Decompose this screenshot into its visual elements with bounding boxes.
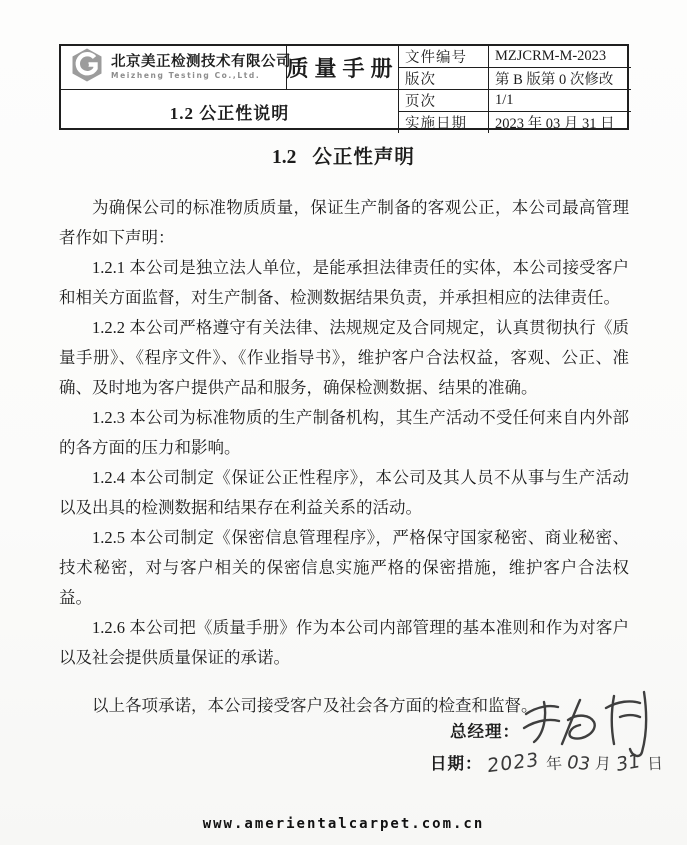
footer-url: www.amerientalcarpet.com.cn (202, 816, 485, 832)
paragraph-1-2-2: 1.2.2 本公司严格遵守有关法律、法规规定及合同规定，认真贯彻执行《质量手册》、《程序文件》、《作业指导书》，维护客户合法权益，客观、公正、准确、及时地为客户提供产品和服务，确保检测数据、结果的准确。 (59, 318, 629, 397)
handwritten-month-unit: 月 (594, 753, 612, 774)
company-logo-icon (69, 47, 105, 88)
signature-block (430, 690, 664, 778)
company-name-en: Meizheng Testing Co.,Ltd. (111, 71, 261, 81)
paragraph-closing: 以上各项承诺，本公司接受客户及社会各方面的检查和监督。 (92, 696, 538, 715)
company-cell (61, 46, 291, 90)
date-label: 日期： (430, 754, 483, 773)
section-title: 1.2 公正性说明 (169, 104, 290, 123)
field-label-revision: 版次 (399, 68, 489, 90)
handwritten-month: 03 (564, 751, 592, 776)
page-title-text: 公正性声明 (312, 147, 415, 168)
field-label-doc-number: 文件编号 (399, 46, 489, 68)
field-label-date: 实施日期 (399, 112, 489, 133)
manual-title: 质量手册 (286, 56, 399, 81)
paragraph-1-2-6: 1.2.6 本公司把《质量手册》作为本公司内部管理的基本准则和作为对客户以及社会提供质量保证的承诺。 (59, 618, 629, 667)
page-title (0, 141, 687, 169)
section-title-cell (61, 90, 399, 133)
field-label-page: 页次 (399, 90, 489, 112)
paragraph-intro: 为确保公司的标准物质质量，保证生产制备的客观公正，本公司最高管理者作如下声明： (59, 198, 629, 247)
handwritten-year-unit: 年 (545, 753, 563, 774)
handwritten-year: 2023 (486, 748, 539, 778)
body-text (59, 193, 629, 721)
company-name-zh: 北京美正检测技术有限公司 (111, 53, 291, 70)
page-title-number: 1.2 (272, 147, 297, 168)
paragraph-1-2-4: 1.2.4 本公司制定《保证公正性程序》，本公司及其人员不从事与生产活动以及出具的检测数据和结果存在利益关系的活动。 (59, 468, 629, 517)
handwritten-day-unit: 日 (646, 753, 664, 774)
field-value-doc-number: MZJCRM-M-2023 (489, 46, 631, 68)
header-table (59, 44, 629, 130)
field-value-date: 2023 年 03 月 31 日 (495, 116, 615, 132)
company-names (111, 55, 291, 80)
date-row (430, 748, 664, 778)
paragraph-1-2-5: 1.2.5 本公司制定《保密信息管理程序》，严格保守国家秘密、商业秘密、技术秘密，对与客户相关的保密信息实施严格的保密措施，维护客户合法权益。 (59, 528, 629, 607)
handwritten-day: 31 (615, 749, 640, 777)
paragraph-1-2-1: 1.2.1 本公司是独立法人单位，是能承担法律责任的实体，本公司接受客户和相关方面监督，对生产制备、检测数据结果负责，并承担相应的法律责任。 (59, 258, 629, 307)
field-value-page: 1/1 (489, 90, 631, 112)
paragraph-1-2-3: 1.2.3 本公司为标准物质的生产制备机构，其生产活动不受任何来自内外部的各方面的压力和影响。 (59, 408, 629, 457)
field-value-revision: 第 B 版第 0 次修改 (489, 68, 631, 90)
general-manager-label: 总经理： (450, 722, 520, 741)
manual-title-cell (287, 46, 399, 90)
